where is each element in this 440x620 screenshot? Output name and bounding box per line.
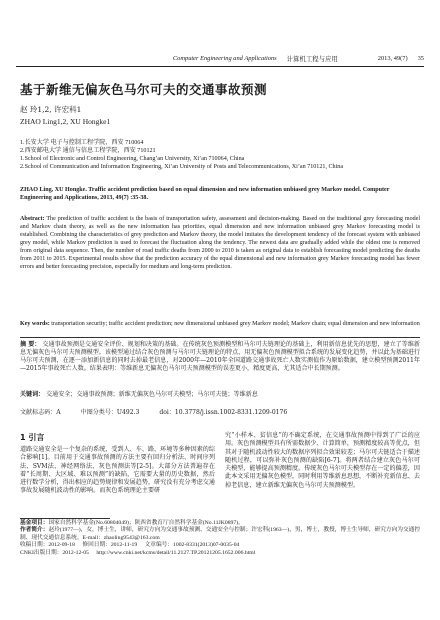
divider <box>20 337 420 338</box>
classification-row <box>20 407 420 416</box>
abstract-cn-text: 交通事故预测是交通安全评价、规划和决策的基础。在传统灰色预测模型和马尔可夫链理论的基础上，利用新信息优先的思想，建立了等维新息无偏灰色马尔可夫预测模型。该模型通过结合灰色预测与马尔可夫链理论的特点，用无偏灰色预测模型拟合系统的发展变化趋势，并以此为基础进行马尔可夫预测，在逐一添加新信息的同时去掉最老信息，对2000年—2010年全国道路交通事故死亡人数实测值作为原始数据，建立模型预测2011年—2015年事故死亡人数。结果表明：等维新息无偏灰色马尔可夫预测模型的误差更小，精度更高，尤其适合中长期预测。 <box>20 341 420 373</box>
cnki-date: CNKI出版日期：2012-12-05 <box>20 549 89 556</box>
citation: ZHAO Ling, XU Hongke. Traffic accident prediction based on equal dimension and new information unbiased grey Markov model. Computer Engineering and Applications, 2013, 49(7) :35-38. <box>20 187 390 202</box>
abstract-cn <box>20 341 420 373</box>
affiliation: 2.School of Communication and Information Engineering, Xi’an University of Posts and Telecommunications, Xi’an 710121, China <box>20 164 344 171</box>
affiliation: 2.西安邮电大学 通信与信息工程学院，西安 710121 <box>20 148 156 155</box>
journal-name: Computer Engineering and Applications <box>172 54 277 62</box>
abstract-cn-label: 摘 要： <box>20 341 41 348</box>
article-number: 文章编号：1002-8331(2013)07-0035-04 <box>144 542 240 549</box>
abstract-en <box>20 215 420 271</box>
running-header <box>16 52 424 67</box>
footnote-rule <box>20 518 110 519</box>
keywords-text: transportation security; traffic accident prediction; new dimensional unbiased grey Markov model; Markov chain; equal dimension and new information <box>51 321 420 327</box>
keywords-cn <box>20 391 420 399</box>
received-date: 收稿日期：2012-09-18 <box>20 542 75 549</box>
body-column-right: 究“小样本、贫信息”的不确定系统，在交通事故预测中得到了广泛的应用。灰色预测模型具有所需数据少、计算简单，预测精度较高等优点，但其对于随机波动性较大的数据序列拟合效果较差；马尔可夫链适合于描述随机过程，可以弥补灰色预测的缺陷[6-7]。将两者结合建立灰色马尔可夫模型，能够提高预测精度。传统灰色马尔可夫模型存在一定的偏差，因此本文采用无偏灰色模型，同时利用等维新息思想，不断补充新信息、去掉老信息，建立新维无偏灰色马尔可夫预测模型。 <box>225 432 420 489</box>
keywords-cn-label: 关键词： <box>20 391 45 398</box>
revised-date: 修回日期：2012-11-19 <box>82 542 138 549</box>
cnki-url[interactable]: http://www.cnki.net/kcms/detail/11.2127.TP.20121205.1652.006.html <box>96 549 256 556</box>
journal-name-cn: 计算机工程与应用 <box>286 55 338 63</box>
section-heading: 1 引言 <box>20 433 45 442</box>
doi: doi：10.3778/j.issn.1002-8331.1209-0176 <box>159 409 288 416</box>
body-column-left: 道路交通安全是一个复杂的系统，受到人、车、路、环境等多种因素的综合影响[1]。目前用于交通事故预测的方法主要有回归分析法、时间序列法、SVM法、神经网络法、灰色预测法等[2-5]。大部分方法普遍存在着“长周期、大区域、难以预测”的缺陷，它需要大量的历史数据，然后进行数学分析，得出相应的趋势规律和发展趋势，研究没有充分考虑交通事故发展随机波动性的影响。而灰色系统理论主要研 <box>20 446 215 495</box>
authors-en: ZHAO Ling1,2, XU Hongke1 <box>20 117 111 126</box>
page-number: 35 <box>417 54 424 62</box>
affiliation: 1.长安大学 电子与控制工程学院，西安 710064 <box>20 140 144 146</box>
abstract-label: Abstract: <box>20 216 45 222</box>
keywords-cn-text: 交通安全；交通事故预测；新维无偏灰色马尔可夫模型；马尔可夫链；等维新息 <box>46 391 258 398</box>
issue: 2013, 49(7) <box>377 54 408 62</box>
author-bio-text: 赵玲(1977—)，女，博士生，讲师，研究方向为交通事故预测、交通安全与控制；许宏科(1963—)，男，博士，教授，博士生导师，研究方向为交通控制、现代交通信息系统。E-mail：zhaoling9543@163.com <box>20 527 421 541</box>
affiliation: 1.School of Electronic and Control Engineering, Chang’an University, Xi’an 710064, China <box>20 156 245 163</box>
abstract-text: The prediction of traffic accident is the basis of transportation safety, assessment and decision-making. Based on the traditional grey forecasting model and Markov chain theory, as well as the new information has priorities, equal dimension and new information unbiased grey Markov forecasting model is established. Combining the characteristics of grey prediction and Markov theory, the model imitates the development tendency of the forecast system with unbiased grey model, while Markov prediction is used to forecast the fluctuation along the tendency. The newest data are gradually added while the oldest one is removed from original data sequence. Then, the number of road traffic deaths from 2000 to 2010 is taken as original data to establish forecasting model predicting the deaths from 2011 to 2015. Experimental results show that the prediction accuracy of the equal dimensional and new information grey Markov forecasting model has fewer errors and better forecasting precision, especially for medium and long-term prediction. <box>20 216 420 271</box>
author-bio-label: 作者简介： <box>20 527 49 534</box>
paper-title: 基于新维无偏灰色马尔可夫的交通事故预测 <box>20 82 268 97</box>
authors-cn: 赵 玲1,2, 许宏科1 <box>20 105 82 114</box>
fund-label: 基金项目： <box>20 520 49 526</box>
keywords-label: Key words: <box>20 321 50 327</box>
fund-text: 国家自然科学基金(No.60804049)；陕西省教育厅自然科学基金(No.11JK0897)。 <box>48 520 244 526</box>
affiliations <box>20 139 425 171</box>
keywords-en <box>20 320 420 328</box>
footnote <box>20 520 420 557</box>
clc-number: 中图分类号：U492.3 <box>80 409 140 416</box>
document-code: 文献标志码：A <box>20 409 61 416</box>
